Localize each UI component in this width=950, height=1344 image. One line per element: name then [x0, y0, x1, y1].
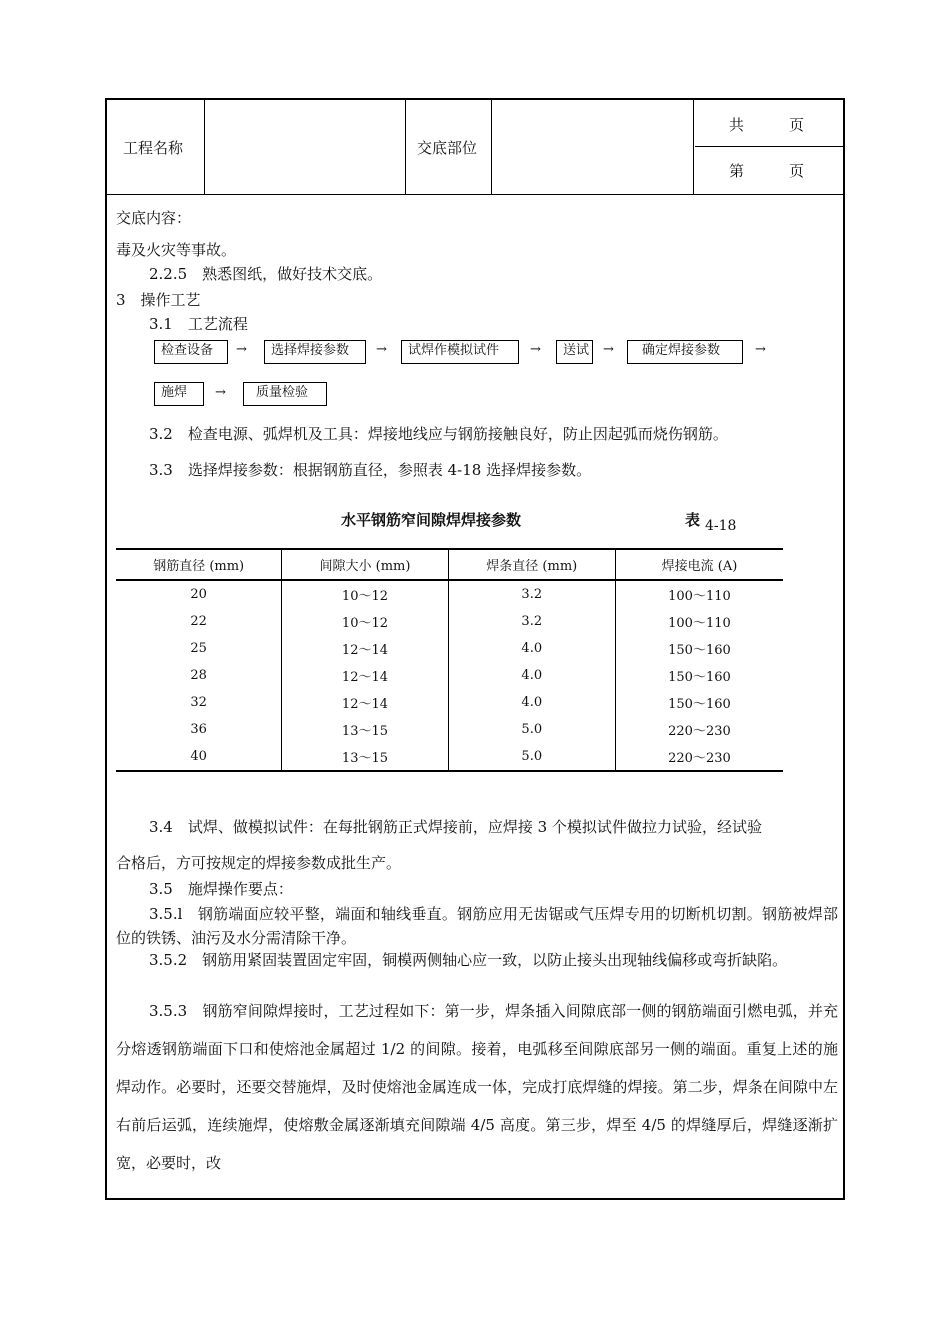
header-divider: [695, 146, 843, 147]
column-header: 焊接电流 (A): [615, 549, 783, 580]
table-row: [116, 743, 783, 771]
disclosure-form: [105, 98, 845, 1200]
table-cell: 4.0: [448, 635, 615, 662]
table-cell: 150～160: [615, 662, 783, 689]
flow-arrow-icon: →: [603, 342, 614, 357]
table-row: [116, 635, 783, 662]
table-cell: 13～15: [282, 743, 448, 771]
flow-arrow-icon: →: [530, 342, 541, 357]
content-label: 交底内容：: [116, 209, 192, 227]
flow-step-check-equipment: 检查设备: [154, 340, 228, 364]
part-label: 交底部位: [417, 139, 478, 157]
table-cell: 36: [190, 722, 207, 737]
table-cell: 220～230: [615, 743, 783, 771]
form-header: [107, 100, 843, 195]
table-cell: 12～14: [282, 662, 448, 689]
paragraph-3-4: 3.4 试焊、做模拟试件：在每批钢筋正式焊接前，应焊接 3 个模拟试件做拉力试验，经试验: [149, 818, 762, 836]
table-row: [116, 662, 783, 689]
page-number: 第 页: [729, 162, 805, 180]
table-cell: 32: [190, 695, 207, 710]
flow-step-trial-weld: 试焊作模拟试件: [401, 340, 519, 364]
table-cell: 28: [190, 668, 207, 683]
table-cell: 220～230: [615, 716, 783, 743]
paragraph-3-5-3: 3.5.3 钢筋窄间隙焊接时，工艺过程如下：第一步，焊条插入间隙底部一侧的钢筋端面引燃电弧，并充分熔透钢筋端面下口和使熔池金属超过 1/2 的间隙。接着，电弧移至间隙底部另一侧的端面。重复上述的施焊动作。必要时，还要交替施焊，及时使熔池金属连成一体，完成打底焊缝的焊接。第二步，焊条在间隙中左右前后运弧，连续施焊，使熔敷金属逐渐填充间隙端 4/5 高度。第三步，焊至 4/5 的焊缝厚后，焊缝逐渐扩宽，必要时，改: [116, 1002, 838, 1172]
table-cell: 25: [190, 641, 207, 656]
flow-arrow-icon: →: [215, 385, 226, 400]
welding-params-table: [116, 548, 783, 772]
table-row: [116, 580, 783, 608]
section-title: 3 操作工艺: [116, 291, 201, 309]
project-name-label: 工程名称: [123, 139, 184, 157]
flow-arrow-icon: →: [755, 342, 766, 357]
intro-line: 毒及火灾等事故。: [116, 241, 237, 259]
header-divider: [405, 100, 406, 194]
flow-arrow-icon: →: [376, 342, 387, 357]
paragraph-3-5-1: 3.5.l 钢筋端面应较平整，端面和轴线垂直。钢筋应用无齿锯或气压焊专用的切断机切割。钢筋被焊部位的铁锈、油污及水分需清除干净。: [116, 905, 838, 947]
subsection-title: 3.1 工艺流程: [149, 315, 248, 333]
header-divider: [693, 100, 694, 194]
table-header-row: [116, 549, 783, 580]
table-cell: 3.2: [448, 580, 615, 608]
table-cell: 12～14: [282, 689, 448, 716]
table-cell: 5.0: [448, 743, 615, 771]
table-row: [116, 608, 783, 635]
table-cell: 13～15: [282, 716, 448, 743]
header-divider: [491, 100, 492, 194]
table-cell: 20: [190, 587, 207, 602]
table-cell: 12～14: [282, 635, 448, 662]
table-cell: 10～12: [282, 580, 448, 608]
column-header: 间隙大小 (mm): [282, 549, 448, 580]
table-cell: 3.2: [448, 608, 615, 635]
paragraph-3-2: 3.2 检查电源、弧焊机及工具：焊接地线应与钢筋接触良好，防止因起弧而烧伤钢筋。: [149, 425, 728, 443]
paragraph-3-3: 3.3 选择焊接参数：根据钢筋直径，参照表 4-18 选择焊接参数。: [149, 461, 592, 479]
flow-step-weld: 施焊: [154, 382, 204, 406]
table-cell: 100～110: [615, 580, 783, 608]
paragraph-3-5-2: 3.5.2 钢筋用紧固装置固定牢固，铜模两侧轴心应一致，以防止接头出现轴线偏移或弯折缺陷。: [149, 951, 788, 969]
flow-step-test: 送试: [556, 340, 593, 364]
header-divider: [204, 100, 205, 194]
table-row: [116, 716, 783, 743]
table-cell: 4.0: [448, 689, 615, 716]
column-header: 钢筋直径 (mm): [116, 549, 282, 580]
flow-step-select-params: 选择焊接参数: [264, 340, 366, 364]
paragraph-3-4-cont: 合格后，方可按规定的焊接参数成批生产。: [116, 854, 402, 872]
paragraph-3-5: 3.5 施焊操作要点：: [149, 880, 293, 898]
flow-step-quality-inspection: 质量检验: [243, 382, 327, 406]
table-cell: 100～110: [615, 608, 783, 635]
table-row: [116, 689, 783, 716]
table-cell: 4.0: [448, 662, 615, 689]
column-header: 焊条直径 (mm): [448, 549, 615, 580]
table-title: 水平钢筋窄间隙焊焊接参数: [341, 511, 522, 529]
table-cell: 22: [190, 614, 207, 629]
table-number-prefix: 表: [685, 511, 701, 529]
total-pages: 共 页: [729, 116, 805, 134]
table-number: 4-18: [705, 518, 737, 534]
table-cell: 5.0: [448, 716, 615, 743]
intro-line: 2.2.5 熟悉图纸，做好技术交底。: [149, 265, 383, 283]
table-cell: 40: [116, 743, 282, 771]
table-cell: 150～160: [615, 635, 783, 662]
flow-step-confirm-params: 确定焊接参数: [627, 340, 743, 364]
table-cell: 10～12: [282, 608, 448, 635]
flow-arrow-icon: →: [236, 342, 247, 357]
table-cell: 150～160: [615, 689, 783, 716]
